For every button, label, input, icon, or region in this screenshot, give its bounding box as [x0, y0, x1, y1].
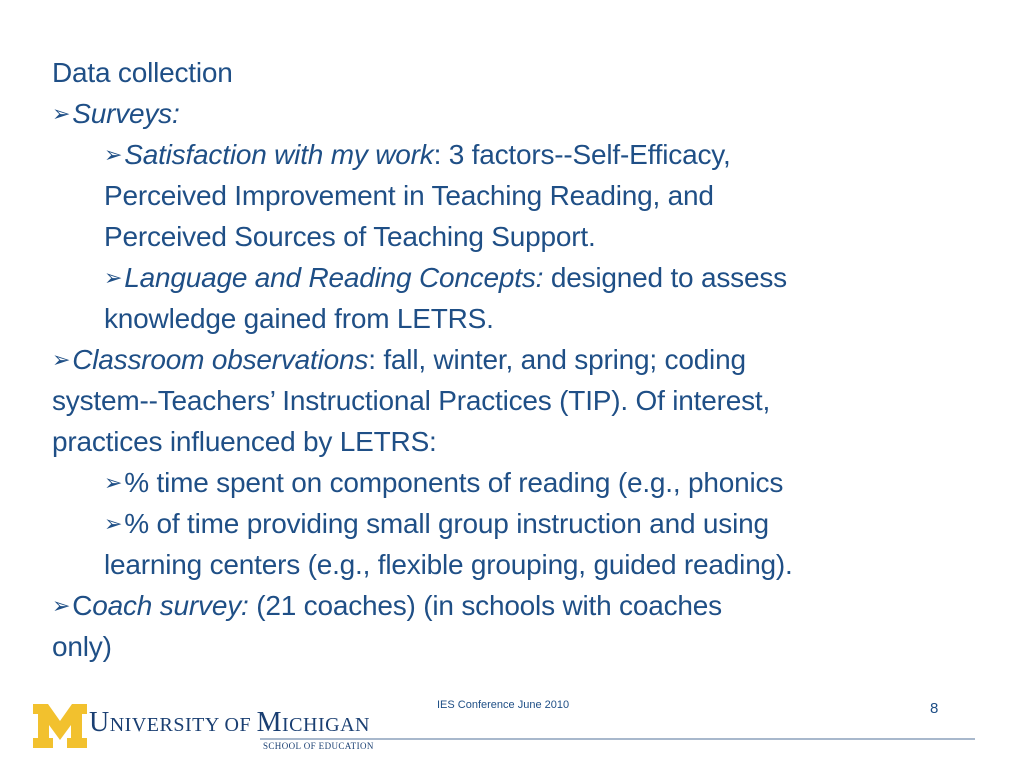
satisfaction-line-2: Perceived Improvement in Teaching Reading, and	[104, 180, 714, 211]
university-wordmark: UNIVERSITY OF MICHIGAN	[89, 707, 370, 738]
bullet-classroom	[52, 339, 982, 380]
classroom-title: Classroom observations	[72, 344, 369, 375]
arrow-bullet-icon: ➢	[104, 142, 123, 167]
satisfaction-text: : 3 factors--Self-Efficacy,	[433, 139, 731, 170]
surveys-label: Surveys:	[72, 98, 180, 129]
block-m-icon	[33, 704, 87, 748]
language-text: designed to assess	[543, 262, 787, 293]
language-title: Language and Reading Concepts:	[124, 262, 544, 293]
coach-line-2: only)	[52, 631, 112, 662]
arrow-bullet-icon: ➢	[52, 101, 71, 126]
footer-conference: IES Conference June 2010	[437, 699, 570, 711]
bullet-satisfaction	[52, 134, 982, 175]
arrow-bullet-icon: ➢	[52, 347, 71, 372]
bullet-coach: ➢Coach survey: (21 coaches) (in schools with coaches	[52, 585, 982, 626]
classroom-text: : fall, winter, and spring; coding	[368, 344, 746, 375]
arrow-bullet-icon: ➢	[104, 511, 123, 536]
bullet-surveys	[52, 93, 982, 134]
classroom-line-2: system--Teachers’ Instructional Practices (TIP). Of interest,	[52, 385, 771, 416]
footer-divider	[260, 738, 975, 740]
satisfaction-line-3: Perceived Sources of Teaching Support.	[104, 221, 596, 252]
coach-title: oach survey:	[92, 590, 249, 621]
arrow-bullet-icon: ➢	[104, 470, 123, 495]
page-number: 8	[930, 700, 939, 717]
language-line-2: knowledge gained from LETRS.	[104, 303, 494, 334]
coach-text: (21 coaches) (in schools with coaches	[248, 590, 722, 621]
slide-body	[52, 52, 982, 667]
classroom-line-3: practices influenced by LETRS:	[52, 426, 437, 457]
small-group-line-2: learning centers (e.g., flexible grouping, guided reading).	[104, 549, 793, 580]
school-name: SCHOOL OF EDUCATION	[263, 741, 374, 751]
bullet-time-components: ➢% time spent on components of reading (e.g., phonics	[52, 462, 982, 503]
arrow-bullet-icon: ➢	[104, 265, 123, 290]
satisfaction-title: Satisfaction with my work	[124, 139, 434, 170]
arrow-bullet-icon: ➢	[52, 593, 71, 618]
bullet-small-group: ➢% of time providing small group instruction and using	[52, 503, 982, 544]
bullet-language	[52, 257, 982, 298]
university-logo	[33, 704, 395, 758]
section-heading: Data collection	[52, 57, 233, 88]
